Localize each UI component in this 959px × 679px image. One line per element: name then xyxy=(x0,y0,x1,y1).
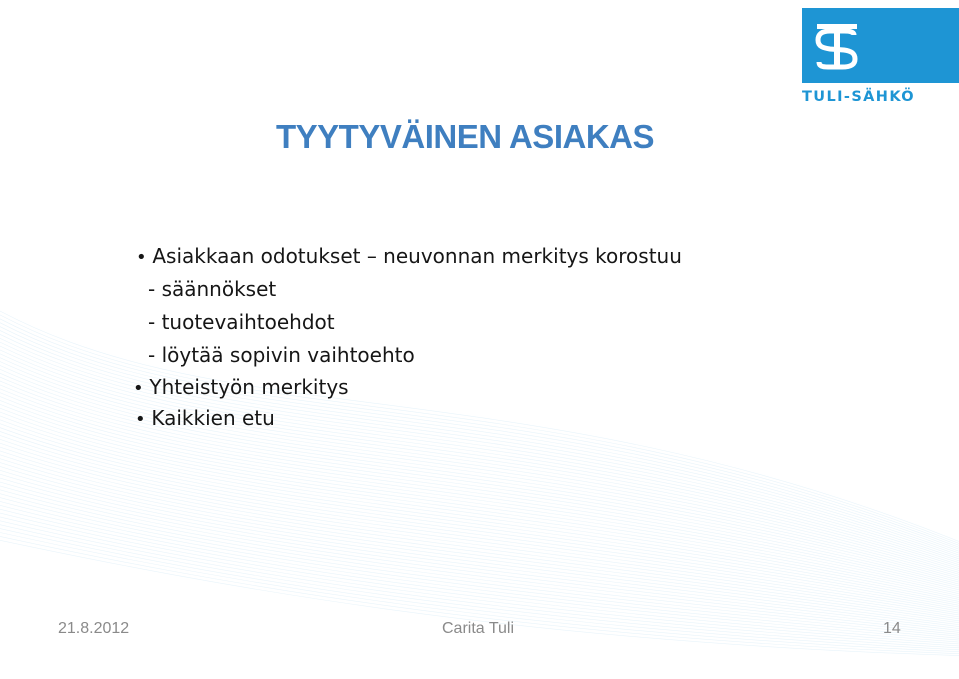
sub-line-2 xyxy=(148,309,335,335)
bullet-line-2 xyxy=(133,374,349,402)
bullet-line-1 xyxy=(136,243,682,271)
background-wave-line xyxy=(0,464,959,624)
background-wave-line xyxy=(0,324,959,561)
sub-line-1 xyxy=(148,276,276,302)
bullet-text: Yhteistyön merkitys xyxy=(149,375,349,399)
background-wave-line xyxy=(0,536,959,656)
bullet-marker: • xyxy=(133,378,144,399)
footer-author: Carita Tuli xyxy=(442,620,515,637)
slide-title: TYYTYVÄINEN ASIAKAS xyxy=(276,118,654,155)
background-wave-line xyxy=(0,424,959,606)
background-wave-line xyxy=(0,488,959,635)
bullet-text: Asiakkaan odotukset – neuvonnan merkitys korostuu xyxy=(152,244,682,268)
background-wave-line xyxy=(0,320,959,559)
background-wave-line xyxy=(0,436,959,611)
background-wave-line xyxy=(0,484,959,633)
background-wave-line xyxy=(0,420,959,604)
background-wave-line xyxy=(0,500,959,640)
logo-wordmark: TULI-SÄHKÖ xyxy=(802,89,916,105)
background-wave-line xyxy=(0,456,959,620)
bullet-marker: • xyxy=(136,247,147,268)
sub-text: - löytää sopivin vaihtoehto xyxy=(148,343,415,367)
sub-text: - tuotevaihtoehdot xyxy=(148,310,335,334)
bullet-marker: • xyxy=(135,409,146,430)
background-wave-line xyxy=(0,428,959,608)
background-wave-line xyxy=(0,472,959,627)
background-wave-line xyxy=(0,332,959,564)
background-wave-line xyxy=(0,432,959,609)
background-wave-line xyxy=(0,460,959,622)
background-wave-line xyxy=(0,328,959,563)
background-wave-line xyxy=(0,372,959,582)
sub-line-3 xyxy=(148,342,415,368)
footer-page-number: 14 xyxy=(883,620,901,637)
background-wave-line xyxy=(0,316,959,557)
background-wave-line xyxy=(0,416,959,602)
background-wave-line xyxy=(0,440,959,613)
sub-text: - säännökset xyxy=(148,277,277,301)
background-wave-line xyxy=(0,496,959,638)
background-wave-line xyxy=(0,412,959,600)
background-wave-line xyxy=(0,476,959,629)
background-wave-line xyxy=(0,468,959,626)
tuli-sahko-monogram-icon xyxy=(814,21,860,71)
bullet-text: Kaikkien etu xyxy=(151,406,275,430)
logo-box xyxy=(802,8,959,83)
background-wave-line xyxy=(0,492,959,636)
company-logo xyxy=(800,8,959,110)
background-wave-line xyxy=(0,452,959,618)
background-wave-line xyxy=(0,480,959,631)
background-wave-line xyxy=(0,336,959,566)
bullet-line-3 xyxy=(135,405,275,433)
footer-date: 21.8.2012 xyxy=(58,620,130,637)
background-wave-line xyxy=(0,448,959,617)
background-wave-line xyxy=(0,444,959,615)
background-wave-line xyxy=(0,408,959,599)
background-wave-line xyxy=(0,312,959,555)
